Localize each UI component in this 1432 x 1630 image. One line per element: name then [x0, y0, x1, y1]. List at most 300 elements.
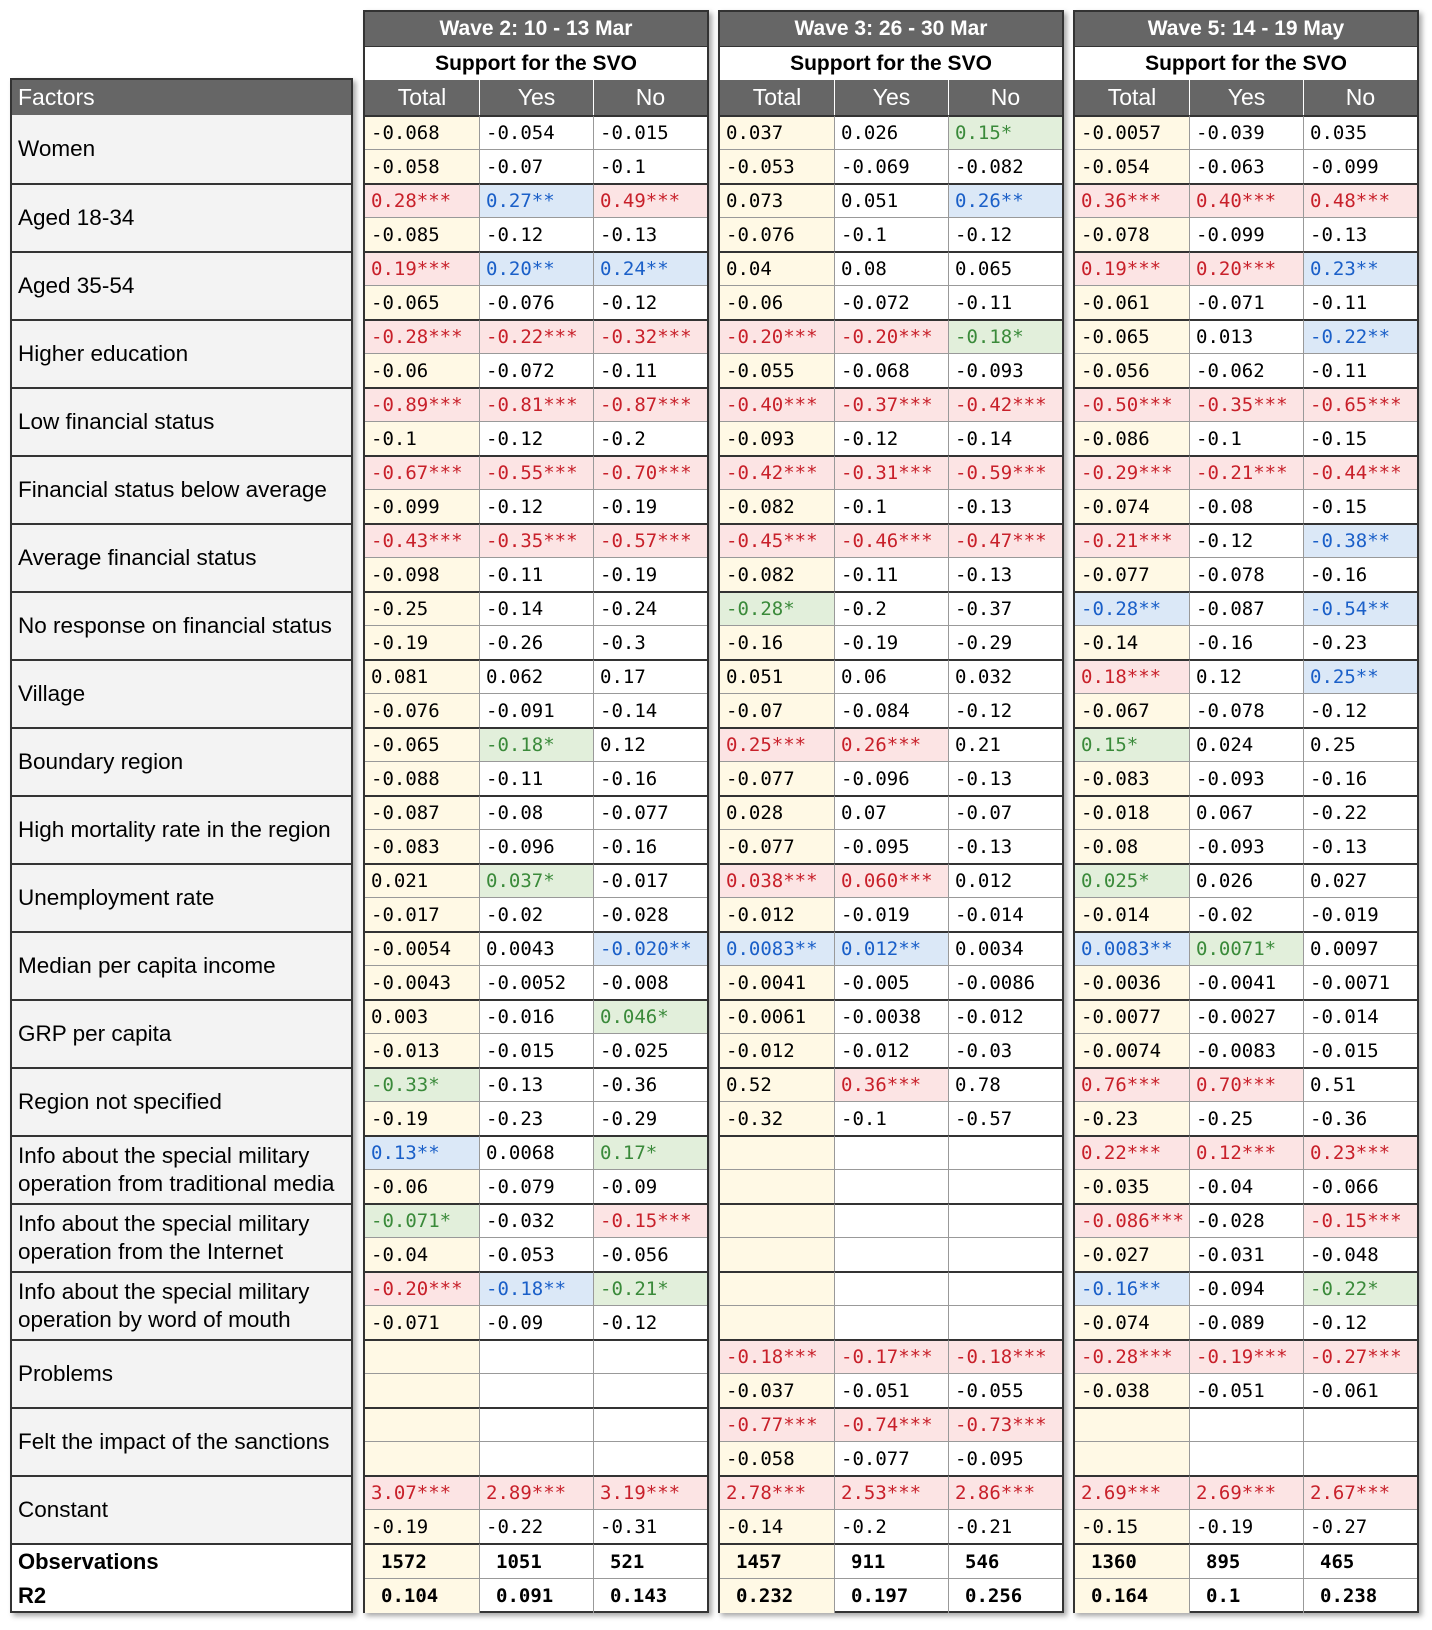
coefficient-cell: -0.086*** [1075, 1203, 1189, 1237]
coefficient-cell: -0.17*** [834, 1339, 948, 1373]
coefficient-cell: -0.020** [593, 931, 707, 965]
coefficient-cell: -0.65*** [1303, 387, 1417, 421]
stat-value: 0.104 [365, 1578, 479, 1613]
coefficient-cell: 0.36*** [834, 1067, 948, 1101]
coefficient-cell: -0.18*** [948, 1339, 1062, 1373]
wave-title: Wave 2: 10 - 13 Mar [365, 12, 707, 46]
std-error-cell: -0.095 [834, 829, 948, 863]
coefficient-cell: 0.17 [593, 659, 707, 693]
std-error-cell: -0.0041 [1189, 965, 1303, 999]
coefficient-cell: -0.57*** [593, 523, 707, 557]
coefficient-cell: -0.087 [365, 795, 479, 829]
coefficient-cell: -0.36 [593, 1067, 707, 1101]
std-error-cell: -0.2 [593, 421, 707, 455]
coefficient-cell: 0.065 [948, 251, 1062, 285]
std-error-cell [1303, 1441, 1417, 1475]
coefficient-cell: -0.0061 [720, 999, 834, 1033]
coefficient-cell: 0.25** [1303, 659, 1417, 693]
stat-value: 465 [1303, 1543, 1417, 1578]
std-error-cell: -0.089 [1189, 1305, 1303, 1339]
column-header-yes: Yes [1189, 80, 1303, 115]
coefficient-cell: 3.19*** [593, 1475, 707, 1509]
coefficient-cell: -0.039 [1189, 115, 1303, 149]
coefficient-cell: 0.032 [948, 659, 1062, 693]
coefficient-cell: 0.04 [720, 251, 834, 285]
std-error-cell [948, 1305, 1062, 1339]
coefficient-cell: 0.20*** [1189, 251, 1303, 285]
std-error-cell: -0.053 [720, 149, 834, 183]
std-error-cell [593, 1373, 707, 1407]
std-error-cell: -0.014 [948, 897, 1062, 931]
std-error-cell: -0.12 [593, 1305, 707, 1339]
std-error-cell: -0.099 [1189, 217, 1303, 251]
coefficient-cell [365, 1407, 479, 1441]
coefficient-cell: -0.015 [593, 115, 707, 149]
std-error-cell: -0.067 [1075, 693, 1189, 727]
coefficient-cell: -0.37*** [834, 387, 948, 421]
std-error-cell: -0.008 [593, 965, 707, 999]
std-error-cell: -0.06 [365, 353, 479, 387]
std-error-cell: -0.0041 [720, 965, 834, 999]
column-header-no: No [948, 80, 1062, 115]
coefficient-cell: -0.22** [1303, 319, 1417, 353]
stat-value: 1457 [720, 1543, 834, 1578]
std-error-cell: -0.31 [593, 1509, 707, 1543]
std-error-cell: -0.12 [948, 693, 1062, 727]
std-error-cell: -0.19 [593, 489, 707, 523]
std-error-cell: -0.11 [593, 353, 707, 387]
coefficient-cell: 0.051 [720, 659, 834, 693]
coefficient-cell: 2.86*** [948, 1475, 1062, 1509]
coefficient-cell: 2.69*** [1075, 1475, 1189, 1509]
coefficient-cell: 0.037* [479, 863, 593, 897]
coefficient-cell: -0.81*** [479, 387, 593, 421]
coefficient-cell: 0.20** [479, 251, 593, 285]
coefficient-cell [1075, 1407, 1189, 1441]
coefficient-cell: 0.028 [720, 795, 834, 829]
std-error-cell [720, 1169, 834, 1203]
std-error-cell: -0.082 [720, 489, 834, 523]
factor-label: Higher education [12, 319, 351, 387]
std-error-cell: -0.09 [593, 1169, 707, 1203]
std-error-cell: -0.15 [1303, 421, 1417, 455]
coefficient-cell: 2.69*** [1189, 1475, 1303, 1509]
coefficient-cell: 0.062 [479, 659, 593, 693]
coefficient-cell: -0.0027 [1189, 999, 1303, 1033]
std-error-cell: -0.07 [479, 149, 593, 183]
coefficient-cell: -0.24 [593, 591, 707, 625]
coefficient-cell: -0.094 [1189, 1271, 1303, 1305]
coefficient-cell [948, 1203, 1062, 1237]
coefficient-cell: 0.037 [720, 115, 834, 149]
coefficient-cell: -0.67*** [365, 455, 479, 489]
std-error-cell: -0.04 [1189, 1169, 1303, 1203]
wave-block-1 [363, 10, 709, 1613]
coefficient-cell: -0.35*** [1189, 387, 1303, 421]
coefficient-cell: -0.27*** [1303, 1339, 1417, 1373]
std-error-cell: -0.088 [365, 761, 479, 795]
stat-value: 521 [593, 1543, 707, 1578]
coefficient-cell: -0.42*** [948, 387, 1062, 421]
std-error-cell: -0.0052 [479, 965, 593, 999]
coefficient-cell: -0.28*** [365, 319, 479, 353]
coefficient-cell: 0.025* [1075, 863, 1189, 897]
factor-label: Average financial status [12, 523, 351, 591]
std-error-cell: -0.025 [593, 1033, 707, 1067]
std-error-cell: -0.099 [1303, 149, 1417, 183]
std-error-cell: -0.1 [593, 149, 707, 183]
coefficient-cell [720, 1203, 834, 1237]
std-error-cell: -0.1 [1189, 421, 1303, 455]
std-error-cell: -0.074 [1075, 489, 1189, 523]
std-error-cell: -0.035 [1075, 1169, 1189, 1203]
coefficient-cell: 0.15* [1075, 727, 1189, 761]
std-error-cell: -0.12 [593, 285, 707, 319]
std-error-cell: -0.077 [720, 761, 834, 795]
coefficient-cell: -0.43*** [365, 523, 479, 557]
coefficient-cell: 0.12*** [1189, 1135, 1303, 1169]
std-error-cell: -0.16 [1303, 557, 1417, 591]
std-error-cell: -0.16 [1303, 761, 1417, 795]
coefficient-cell: -0.065 [365, 727, 479, 761]
coefficient-cell: -0.32*** [593, 319, 707, 353]
column-header-total: Total [720, 80, 834, 115]
coefficient-cell: -0.08 [479, 795, 593, 829]
coefficient-cell: 0.18*** [1075, 659, 1189, 693]
coefficient-cell: 0.060*** [834, 863, 948, 897]
coefficient-cell: 0.23** [1303, 251, 1417, 285]
std-error-cell: -0.065 [365, 285, 479, 319]
column-header-yes: Yes [479, 80, 593, 115]
coefficient-cell: -0.087 [1189, 591, 1303, 625]
std-error-cell: -0.2 [834, 1509, 948, 1543]
std-error-cell: -0.1 [834, 217, 948, 251]
coefficient-cell: -0.13 [479, 1067, 593, 1101]
std-error-cell: -0.02 [479, 897, 593, 931]
std-error-cell: -0.013 [365, 1033, 479, 1067]
std-error-cell: -0.014 [1075, 897, 1189, 931]
std-error-cell: -0.0036 [1075, 965, 1189, 999]
stat-value: 0.238 [1303, 1578, 1417, 1613]
std-error-cell: -0.012 [720, 1033, 834, 1067]
coefficient-cell: 0.0071* [1189, 931, 1303, 965]
std-error-cell: -0.072 [834, 285, 948, 319]
std-error-cell: -0.0074 [1075, 1033, 1189, 1067]
column-header-no: No [1303, 80, 1417, 115]
std-error-cell: -0.12 [479, 217, 593, 251]
std-error-cell: -0.056 [1075, 353, 1189, 387]
factor-label: Village [12, 659, 351, 727]
coefficient-cell: -0.70*** [593, 455, 707, 489]
coefficient-cell: 0.026 [1189, 863, 1303, 897]
std-error-cell: -0.027 [1075, 1237, 1189, 1271]
std-error-cell: -0.076 [365, 693, 479, 727]
coefficient-cell: 0.36*** [1075, 183, 1189, 217]
std-error-cell: -0.29 [593, 1101, 707, 1135]
stat-value: 546 [948, 1543, 1062, 1578]
coefficient-cell: 0.70*** [1189, 1067, 1303, 1101]
std-error-cell: -0.11 [479, 557, 593, 591]
factor-label: Constant [12, 1475, 351, 1543]
coefficient-cell [720, 1271, 834, 1305]
std-error-cell: -0.36 [1303, 1101, 1417, 1135]
coefficient-cell: 0.067 [1189, 795, 1303, 829]
std-error-cell: -0.096 [834, 761, 948, 795]
std-error-cell: -0.07 [720, 693, 834, 727]
coefficient-cell: 0.13** [365, 1135, 479, 1169]
coefficient-cell: 0.035 [1303, 115, 1417, 149]
coefficient-cell: -0.016 [479, 999, 593, 1033]
coefficient-cell: -0.29*** [1075, 455, 1189, 489]
std-error-cell: -0.23 [1075, 1101, 1189, 1135]
coefficient-cell: -0.15*** [1303, 1203, 1417, 1237]
stat-value: 0.164 [1075, 1578, 1189, 1613]
std-error-cell [834, 1169, 948, 1203]
coefficient-cell: 2.78*** [720, 1475, 834, 1509]
std-error-cell: -0.078 [1075, 217, 1189, 251]
std-error-cell: -0.093 [720, 421, 834, 455]
std-error-cell: -0.19 [365, 1101, 479, 1135]
std-error-cell [720, 1237, 834, 1271]
coefficient-cell: 0.012** [834, 931, 948, 965]
std-error-cell: -0.0043 [365, 965, 479, 999]
column-header-no: No [593, 80, 707, 115]
std-error-cell: -0.076 [479, 285, 593, 319]
coefficient-cell: 0.12 [1189, 659, 1303, 693]
std-error-cell [948, 1237, 1062, 1271]
std-error-cell: -0.095 [948, 1441, 1062, 1475]
column-header-total: Total [1075, 80, 1189, 115]
coefficient-cell: -0.50*** [1075, 387, 1189, 421]
column-header-total: Total [365, 80, 479, 115]
std-error-cell: -0.21 [948, 1509, 1062, 1543]
coefficient-cell: 0.21 [948, 727, 1062, 761]
coefficient-cell: 0.19*** [1075, 251, 1189, 285]
std-error-cell: -0.19 [1189, 1509, 1303, 1543]
std-error-cell: -0.1 [834, 1101, 948, 1135]
coefficient-cell [1189, 1407, 1303, 1441]
std-error-cell: -0.077 [1075, 557, 1189, 591]
std-error-cell: -0.11 [479, 761, 593, 795]
std-error-cell: -0.23 [479, 1101, 593, 1135]
coefficient-cell: -0.14 [479, 591, 593, 625]
std-error-cell: -0.11 [1303, 285, 1417, 319]
std-error-cell [1075, 1441, 1189, 1475]
coefficient-cell: -0.28* [720, 591, 834, 625]
std-error-cell: -0.19 [834, 625, 948, 659]
std-error-cell: -0.19 [365, 1509, 479, 1543]
coefficient-cell: 2.67*** [1303, 1475, 1417, 1509]
std-error-cell: -0.57 [948, 1101, 1062, 1135]
std-error-cell: -0.22 [479, 1509, 593, 1543]
coefficient-cell: -0.45*** [720, 523, 834, 557]
coefficient-cell: -0.59*** [948, 455, 1062, 489]
coefficient-cell: -0.20*** [834, 319, 948, 353]
std-error-cell: -0.053 [479, 1237, 593, 1271]
std-error-cell: -0.06 [720, 285, 834, 319]
std-error-cell: -0.11 [948, 285, 1062, 319]
coefficient-cell: 0.012 [948, 863, 1062, 897]
coefficient-cell: 0.07 [834, 795, 948, 829]
coefficient-cell: 0.51 [1303, 1067, 1417, 1101]
std-error-cell [479, 1441, 593, 1475]
coefficient-cell: -0.28** [1075, 591, 1189, 625]
std-error-cell: -0.16 [1189, 625, 1303, 659]
coefficient-cell: 0.48*** [1303, 183, 1417, 217]
factor-label: Problems [12, 1339, 351, 1407]
coefficient-cell: 0.021 [365, 863, 479, 897]
std-error-cell: -0.09 [479, 1305, 593, 1339]
std-error-cell: -0.051 [834, 1373, 948, 1407]
coefficient-cell: -0.18* [948, 319, 1062, 353]
factor-label: High mortality rate in the region [12, 795, 351, 863]
std-error-cell: -0.04 [365, 1237, 479, 1271]
coefficient-cell: 0.027 [1303, 863, 1417, 897]
wave-subtitle: Support for the SVO [720, 46, 1062, 80]
std-error-cell: -0.12 [834, 421, 948, 455]
std-error-cell: -0.15 [1075, 1509, 1189, 1543]
coefficient-cell: -0.21*** [1189, 455, 1303, 489]
coefficient-cell: 0.23*** [1303, 1135, 1417, 1169]
factor-label: Info about the special military operation from the Internet [12, 1203, 351, 1271]
std-error-cell: -0.037 [720, 1373, 834, 1407]
coefficient-cell: -0.18** [479, 1271, 593, 1305]
factor-label: Aged 35-54 [12, 251, 351, 319]
coefficient-cell: -0.73*** [948, 1407, 1062, 1441]
std-error-cell: -0.08 [1189, 489, 1303, 523]
coefficient-cell: 0.013 [1189, 319, 1303, 353]
coefficient-cell: 0.0083** [720, 931, 834, 965]
std-error-cell: -0.012 [720, 897, 834, 931]
coefficient-cell: -0.012 [948, 999, 1062, 1033]
std-error-cell: -0.14 [720, 1509, 834, 1543]
std-error-cell [365, 1373, 479, 1407]
factor-label: Felt the impact of the sanctions [12, 1407, 351, 1475]
std-error-cell: -0.1 [365, 421, 479, 455]
std-error-cell: -0.082 [720, 557, 834, 591]
coefficient-cell: -0.22*** [479, 319, 593, 353]
std-error-cell: -0.06 [365, 1169, 479, 1203]
coefficient-cell: 0.003 [365, 999, 479, 1033]
factor-label: Women [12, 115, 351, 183]
std-error-cell: -0.3 [593, 625, 707, 659]
std-error-cell: -0.26 [479, 625, 593, 659]
std-error-cell: -0.098 [365, 557, 479, 591]
std-error-cell: -0.063 [1189, 149, 1303, 183]
std-error-cell: -0.077 [720, 829, 834, 863]
std-error-cell [834, 1305, 948, 1339]
coefficient-cell: -0.2 [834, 591, 948, 625]
coefficient-cell: 0.26*** [834, 727, 948, 761]
std-error-cell: -0.08 [1075, 829, 1189, 863]
coefficient-cell: -0.15*** [593, 1203, 707, 1237]
std-error-cell: -0.019 [834, 897, 948, 931]
coefficient-cell: 0.22*** [1075, 1135, 1189, 1169]
std-error-cell: -0.015 [479, 1033, 593, 1067]
std-error-cell: -0.085 [365, 217, 479, 251]
std-error-cell: -0.13 [948, 829, 1062, 863]
coefficient-cell [593, 1339, 707, 1373]
std-error-cell: -0.093 [948, 353, 1062, 387]
coefficient-cell: 0.046* [593, 999, 707, 1033]
coefficient-cell [593, 1407, 707, 1441]
column-header-yes: Yes [834, 80, 948, 115]
std-error-cell: -0.074 [1075, 1305, 1189, 1339]
std-error-cell: -0.071 [365, 1305, 479, 1339]
coefficient-cell: -0.46*** [834, 523, 948, 557]
std-error-cell [593, 1441, 707, 1475]
coefficient-cell: -0.017 [593, 863, 707, 897]
coefficient-cell: -0.018 [1075, 795, 1189, 829]
coefficient-cell: 0.40*** [1189, 183, 1303, 217]
std-error-cell: -0.0071 [1303, 965, 1417, 999]
std-error-cell: -0.12 [479, 489, 593, 523]
coefficient-cell [834, 1271, 948, 1305]
std-error-cell: -0.12 [1303, 1305, 1417, 1339]
std-error-cell: -0.068 [834, 353, 948, 387]
std-error-cell: -0.082 [948, 149, 1062, 183]
factor-label: Financial status below average [12, 455, 351, 523]
std-error-cell [720, 1305, 834, 1339]
std-error-cell: -0.12 [948, 217, 1062, 251]
std-error-cell: -0.015 [1303, 1033, 1417, 1067]
std-error-cell [834, 1237, 948, 1271]
coefficient-cell: -0.25 [365, 591, 479, 625]
coefficient-cell: -0.22* [1303, 1271, 1417, 1305]
factor-label: Info about the special military operation from traditional media [12, 1135, 351, 1203]
wave-block-3 [1073, 10, 1419, 1613]
std-error-cell: -0.031 [1189, 1237, 1303, 1271]
coefficient-cell [834, 1203, 948, 1237]
stat-value: 0.256 [948, 1578, 1062, 1613]
coefficient-cell: -0.16** [1075, 1271, 1189, 1305]
std-error-cell: -0.13 [948, 761, 1062, 795]
std-error-cell: -0.093 [1189, 829, 1303, 863]
std-error-cell: -0.083 [1075, 761, 1189, 795]
coefficient-cell: -0.31*** [834, 455, 948, 489]
std-error-cell: -0.058 [720, 1441, 834, 1475]
std-error-cell: -0.061 [1075, 285, 1189, 319]
coefficient-cell: -0.0054 [365, 931, 479, 965]
stat-value: 895 [1189, 1543, 1303, 1578]
std-error-cell: -0.0083 [1189, 1033, 1303, 1067]
std-error-cell: -0.077 [834, 1441, 948, 1475]
std-error-cell: -0.27 [1303, 1509, 1417, 1543]
std-error-cell: -0.062 [1189, 353, 1303, 387]
std-error-cell: -0.071 [1189, 285, 1303, 319]
std-error-cell: -0.012 [834, 1033, 948, 1067]
std-error-cell: -0.19 [365, 625, 479, 659]
std-error-cell: -0.083 [365, 829, 479, 863]
coefficient-cell: 0.12 [593, 727, 707, 761]
coefficient-cell: 0.78 [948, 1067, 1062, 1101]
std-error-cell: -0.03 [948, 1033, 1062, 1067]
coefficient-cell: 0.0068 [479, 1135, 593, 1169]
coefficient-cell: 0.0034 [948, 931, 1062, 965]
factor-label: Info about the special military operation by word of mouth [12, 1271, 351, 1339]
std-error-cell: -0.055 [720, 353, 834, 387]
coefficient-cell: 0.76*** [1075, 1067, 1189, 1101]
coefficient-cell: -0.22 [1303, 795, 1417, 829]
std-error-cell: -0.084 [834, 693, 948, 727]
coefficient-cell [834, 1135, 948, 1169]
coefficient-cell: 0.073 [720, 183, 834, 217]
std-error-cell: -0.056 [593, 1237, 707, 1271]
coefficient-cell: -0.054 [479, 115, 593, 149]
coefficient-cell: 2.53*** [834, 1475, 948, 1509]
coefficient-cell: -0.38** [1303, 523, 1417, 557]
coefficient-cell: -0.28*** [1075, 1339, 1189, 1373]
